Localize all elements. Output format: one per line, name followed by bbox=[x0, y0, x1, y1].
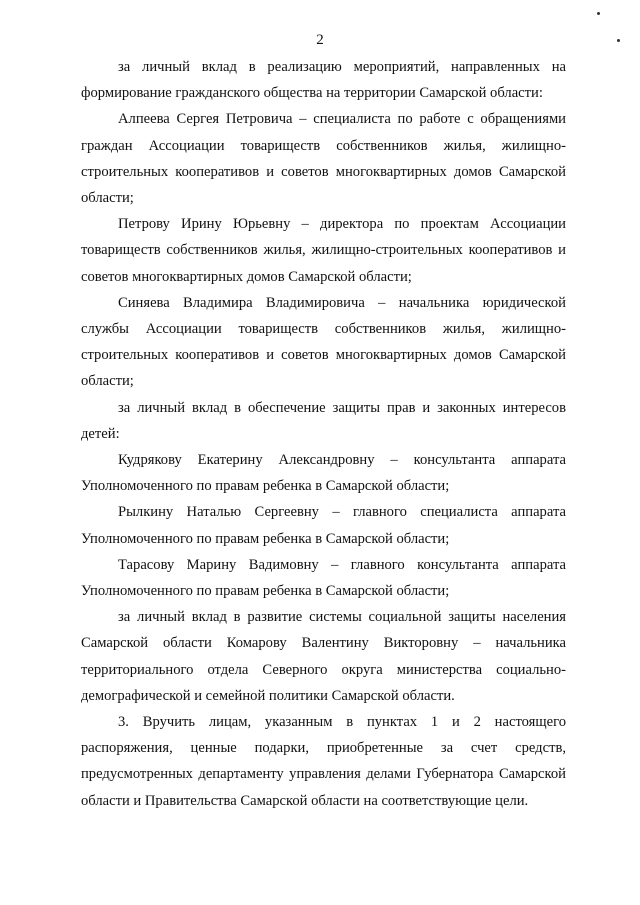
paragraph-sinyaev: Синяева Владимира Владимировича – начальника юридической службы Ассоциации товариществ собственников жилья, жилищно-строительных кооперативов и советов многоквартирных домов Самарской области; bbox=[81, 294, 566, 390]
paragraph-petrova: Петрову Ирину Юрьевну – директора по проектам Ассоциации товариществ собственников жилья, жилищно-строительных кооперативов и советов многоквартирных домов Самарской области; bbox=[81, 216, 566, 285]
paragraph-clause-3: 3. Вручить лицам, указанным в пунктах 1 и 2 настоящего распоряжения, ценные подарки, приобретенные за счет средств, предусмотренных департаменту управления делами Губернатора Самарской области и Правительства Самарской области на соответствующие цели. bbox=[81, 714, 566, 809]
paragraph-social-protection: за личный вклад в развитие системы социальной защиты населения Самарской области Комарову Валентину Викторовну – начальника территориального отдела Северного округа министерства социально-демографической и семейной политики Самарской области. bbox=[81, 609, 566, 704]
scan-speck-mark bbox=[597, 12, 600, 15]
paragraph-tarasova: Тарасову Марину Вадимовну – главного консультанта аппарата Уполномоченного по правам ребенка в Самарской области; bbox=[81, 556, 566, 600]
document-body bbox=[81, 54, 566, 814]
paragraph-alpeev: Алпеева Сергея Петровича – специалиста по работе с обращениями граждан Ассоциации товариществ собственников жилья, жилищно-строительных кооперативов и советов многоквартирных домов Самарской области; bbox=[81, 111, 566, 207]
paragraph-rylkina: Рылкину Наталью Сергеевну – главного специалиста аппарата Уполномоченного по правам ребенка в Самарской области; bbox=[81, 504, 566, 547]
paragraph-children-rights-heading: за личный вклад в обеспечение защиты прав и законных интересов детей: bbox=[81, 399, 566, 442]
paragraph-civil-society-heading: за личный вклад в реализацию мероприятий, направленных на формирование гражданского общества на территории Самарской области: bbox=[81, 59, 566, 102]
page-number: 2 bbox=[316, 32, 324, 48]
paragraph-kudryakova: Кудрякову Екатерину Александровну – консультанта аппарата Уполномоченного по правам ребенка в Самарской области; bbox=[81, 452, 566, 495]
